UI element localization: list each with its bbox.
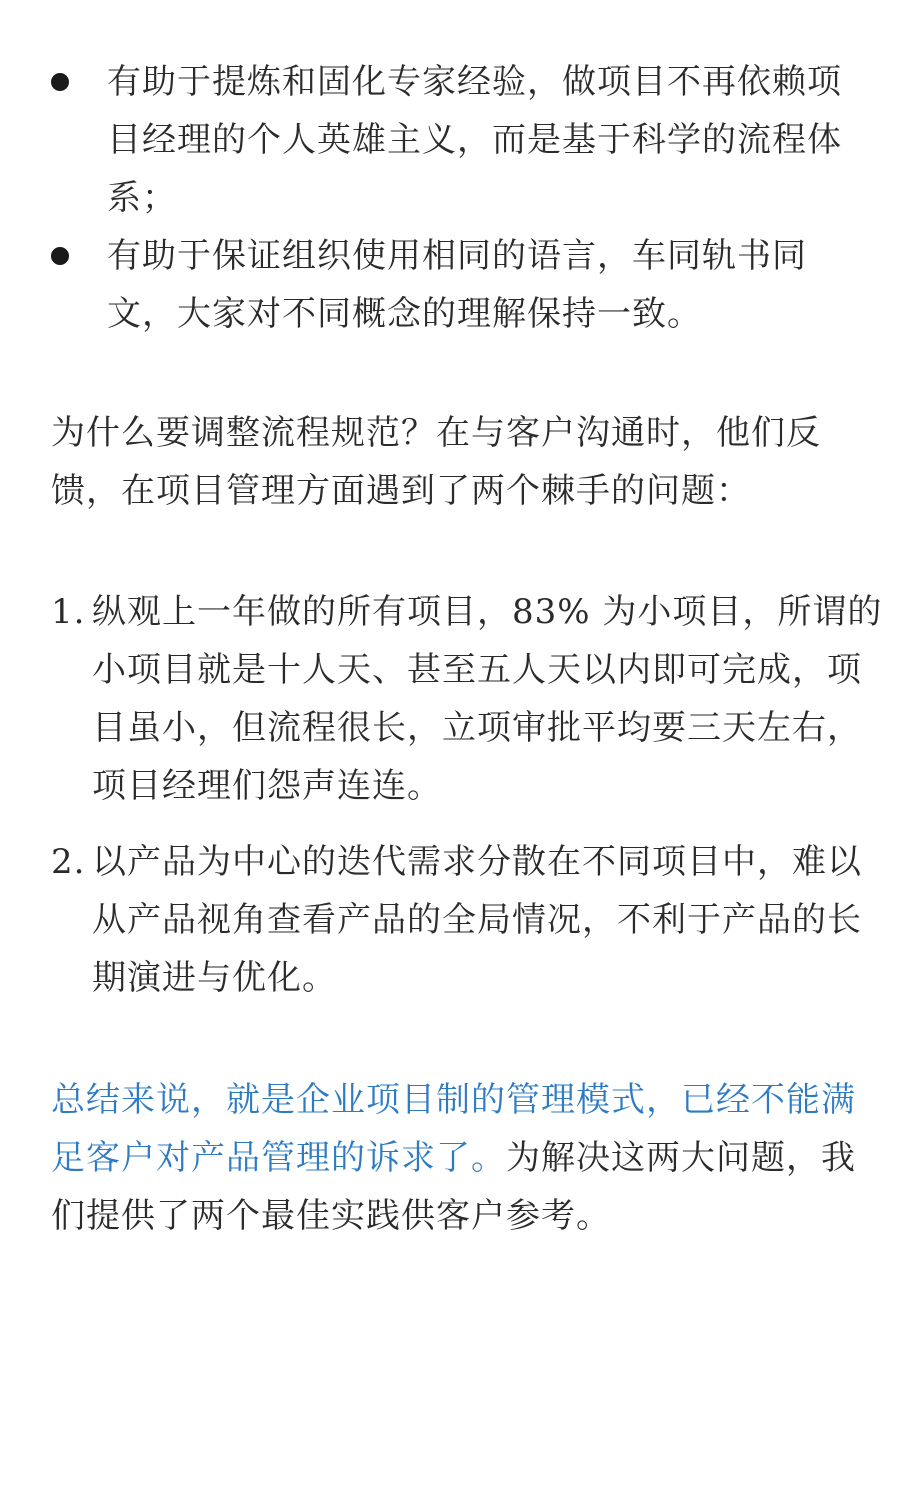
list-item-line: 期演进与优化。 [92, 958, 337, 998]
list-item-line: 以产品为中心的迭代需求分散在不同项目中，难以 [92, 842, 862, 882]
list-item-line: 有助于提炼和固化专家经验，做项目不再依赖项 [107, 62, 842, 102]
highlighted-text: 足客户对产品管理的诉求了。 [51, 1138, 506, 1178]
list-item [0, 227, 900, 343]
list-item-line: 项目经理们怨声连连。 [92, 766, 442, 806]
list-item-line: 有助于保证组织使用相同的语言，车同轨书同 [107, 236, 807, 276]
list-number: 2. [51, 842, 86, 882]
list-item-line: 目虽小，但流程很长，立项审批平均要三天左右， [92, 708, 862, 748]
list-item-line: 从产品视角查看产品的全局情况，不利于产品的长 [92, 900, 862, 940]
list-item-line: 纵观上一年做的所有项目，83% 为小项目，所谓的 [92, 592, 883, 632]
list-item-line: 目经理的个人英雄主义，而是基于科学的流程体 [107, 120, 842, 160]
highlighted-text: 总结来说，就是企业项目制的管理模式，已经不能满 [51, 1080, 856, 1120]
paragraph-line [51, 1129, 856, 1187]
bullet-icon [51, 73, 69, 91]
list-item-line: 文，大家对不同概念的理解保持一致。 [107, 294, 702, 334]
paragraph-line: 馈，在项目管理方面遇到了两个棘手的问题： [51, 471, 751, 511]
list-item-line: 小项目就是十人天、甚至五人天以内即可完成，项 [92, 650, 862, 690]
list-item [0, 583, 900, 815]
summary-paragraph [51, 1071, 856, 1245]
why-paragraph [51, 404, 851, 520]
problem-numbered-list [0, 583, 900, 1007]
bullet-icon [51, 247, 69, 265]
list-number: 1. [51, 592, 86, 632]
paragraph-text: 为解决这两大问题，我 [506, 1138, 856, 1178]
list-item-line: 系； [107, 178, 177, 218]
list-item [0, 833, 900, 1007]
list-item [0, 53, 900, 227]
paragraph-line: 为什么要调整流程规范？在与客户沟通时，他们反 [51, 413, 821, 453]
benefit-bullet-list [0, 53, 900, 343]
paragraph-line: 们提供了两个最佳实践供客户参考。 [51, 1196, 611, 1236]
